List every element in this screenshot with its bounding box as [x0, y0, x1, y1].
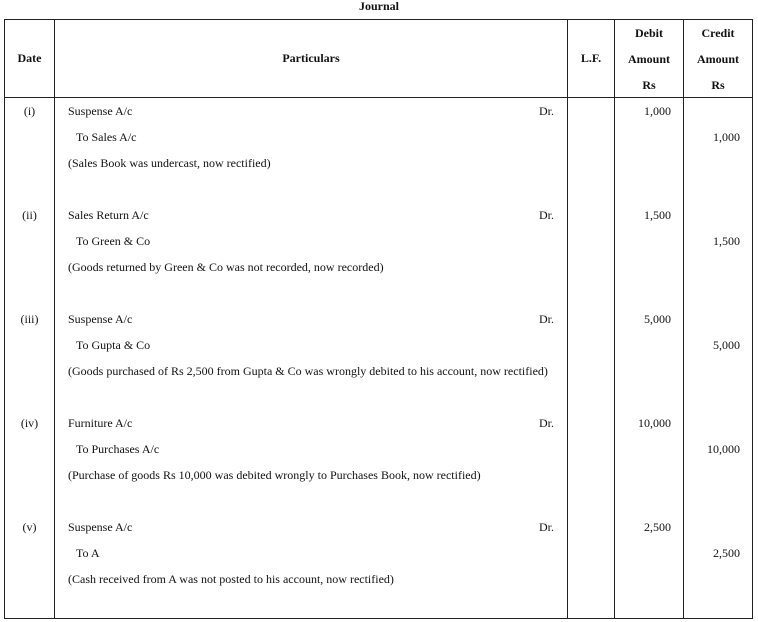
entry-dr-marker: Dr. [539, 104, 554, 118]
entry-credit-account: To Sales A/c [76, 130, 137, 144]
column-divider-date [54, 20, 55, 618]
entry-narration: (Sales Book was undercast, now rectified) [68, 156, 271, 170]
entry-debit-account: Suspense A/c [68, 312, 133, 326]
entry-date: (i) [23, 104, 36, 118]
entry-debit-account: Furniture A/c [68, 416, 133, 430]
entry-credit-account: To Green & Co [76, 234, 151, 248]
entry-dr-marker: Dr. [539, 312, 554, 326]
entry-credit-amount: 5,000 [713, 338, 740, 352]
entry-credit-amount: 1,500 [713, 234, 740, 248]
journal-title: Journal [358, 0, 399, 13]
entry-dr-marker: Dr. [539, 520, 554, 534]
entry-debit-account: Suspense A/c [68, 104, 133, 118]
entry-debit-account: Sales Return A/c [68, 208, 149, 222]
header-date: Date [17, 51, 42, 65]
header-lf: L.F. [580, 51, 602, 65]
entry-narration: (Cash received from A was not posted to his account, now rectified) [68, 572, 394, 586]
entry-narration: (Goods purchased of Rs 2,500 from Gupta & Co was wrongly debited to his account, now rectified) [68, 364, 548, 378]
entry-credit-account: To Gupta & Co [76, 338, 151, 352]
entry-date: (iv) [20, 416, 39, 430]
header-credit-line2: Amount [696, 52, 739, 66]
entry-date: (v) [22, 520, 37, 534]
entry-credit-amount: 1,000 [713, 130, 740, 144]
entry-debit-amount: 5,000 [644, 312, 671, 326]
entry-dr-marker: Dr. [539, 416, 554, 430]
entry-date: (iii) [20, 312, 39, 326]
header-particulars: Particulars [282, 51, 340, 65]
journal-table [4, 19, 753, 619]
entry-debit-amount: 2,500 [644, 520, 671, 534]
entry-credit-amount: 10,000 [707, 442, 740, 456]
header-rule [5, 97, 752, 98]
entry-debit-amount: 1,500 [644, 208, 671, 222]
entry-debit-amount: 10,000 [638, 416, 671, 430]
entry-date: (ii) [22, 208, 37, 222]
header-credit-line3: Rs [711, 78, 725, 92]
header-debit-line1: Debit [635, 26, 663, 40]
entry-credit-amount: 2,500 [713, 546, 740, 560]
entry-narration: (Purchase of goods Rs 10,000 was debited wrongly to Purchases Book, now rectified) [68, 468, 481, 482]
entry-debit-amount: 1,000 [644, 104, 671, 118]
header-debit-line2: Amount [627, 52, 670, 66]
entry-credit-account: To Purchases A/c [76, 442, 160, 456]
entry-dr-marker: Dr. [539, 208, 554, 222]
entry-debit-account: Suspense A/c [68, 520, 133, 534]
column-divider-debit [683, 20, 684, 618]
column-divider-particulars [567, 20, 568, 618]
entry-narration: (Goods returned by Green & Co was not recorded, now recorded) [68, 260, 384, 274]
header-credit-line1: Credit [701, 26, 735, 40]
header-debit-line3: Rs [642, 78, 656, 92]
entry-credit-account: To A [76, 546, 100, 560]
